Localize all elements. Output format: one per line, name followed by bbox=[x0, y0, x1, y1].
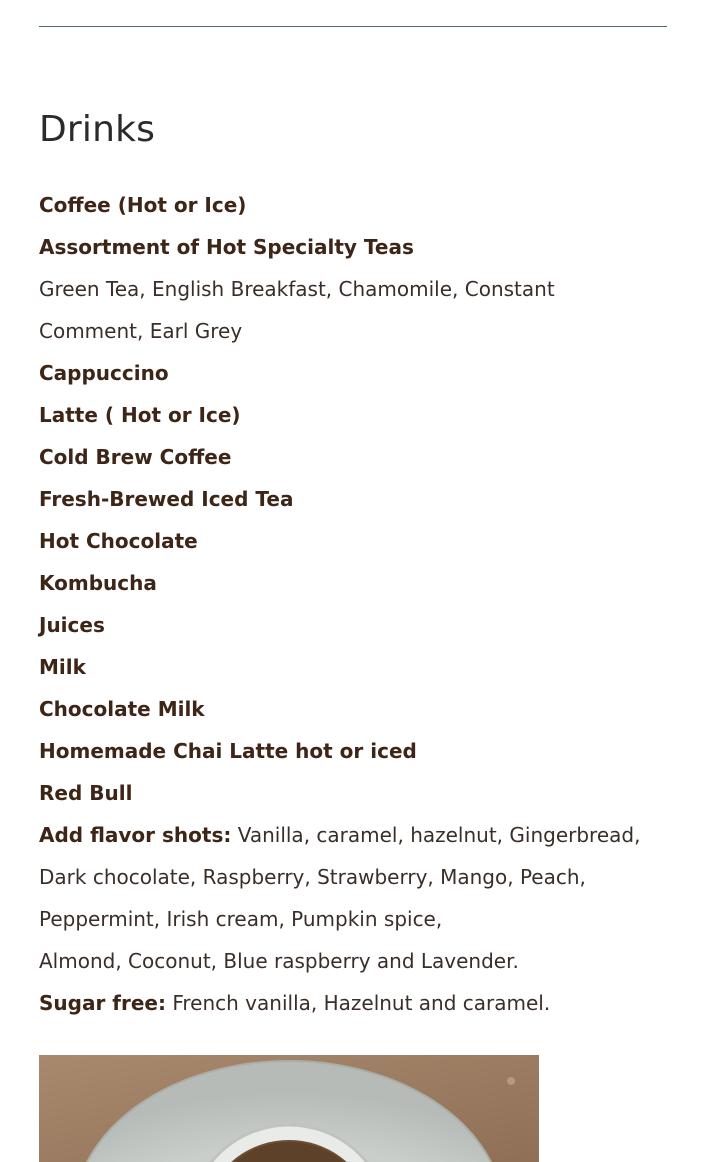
teas-description-line1: Green Tea, English Breakfast, Chamomile, Constant bbox=[39, 277, 555, 301]
sugar-free-label: Sugar free: bbox=[39, 991, 166, 1015]
sugar-free-list: French vanilla, Hazelnut and caramel. bbox=[165, 991, 551, 1015]
menu-item-milk: Milk bbox=[39, 655, 86, 679]
menu-item-juices: Juices bbox=[39, 613, 105, 637]
flavor-shots-line3: Peppermint, Irish cream, Pumpkin spice, bbox=[39, 907, 443, 931]
menu-item-chocolate-milk: Chocolate Milk bbox=[39, 697, 205, 721]
menu-item-cappuccino: Cappuccino bbox=[39, 361, 169, 385]
flavor-shots-label: Add flavor shots: bbox=[39, 823, 232, 847]
menu-item-cold-brew: Cold Brew Coffee bbox=[39, 445, 232, 469]
menu-item-coffee: Coffee (Hot or Ice) bbox=[39, 193, 247, 217]
teas-description-line2: Comment, Earl Grey bbox=[39, 319, 243, 343]
menu-item-teas: Assortment of Hot Specialty Teas bbox=[39, 235, 414, 259]
section-divider bbox=[39, 26, 667, 27]
menu-item-iced-tea: Fresh-Brewed Iced Tea bbox=[39, 487, 294, 511]
section-title: Drinks bbox=[39, 109, 156, 150]
flavor-shots-list-part1: Vanilla, caramel, hazelnut, Gingerbread, bbox=[231, 823, 641, 847]
menu-item-hot-chocolate: Hot Chocolate bbox=[39, 529, 198, 553]
menu-item-kombucha: Kombucha bbox=[39, 571, 157, 595]
flavor-shots-line2: Dark chocolate, Raspberry, Strawberry, Mango, Peach, bbox=[39, 865, 586, 889]
menu-item-latte: Latte ( Hot or Ice) bbox=[39, 403, 241, 427]
drinks-menu bbox=[39, 184, 679, 1024]
flavor-shots-line4: Almond, Coconut, Blue raspberry and Lavender. bbox=[39, 949, 519, 973]
coffee-cup-photo bbox=[39, 1055, 539, 1162]
menu-item-red-bull: Red Bull bbox=[39, 781, 133, 805]
menu-item-chai: Homemade Chai Latte hot or iced bbox=[39, 739, 417, 763]
flavor-shots-line1 bbox=[39, 814, 679, 856]
sugar-free-line bbox=[39, 982, 679, 1024]
